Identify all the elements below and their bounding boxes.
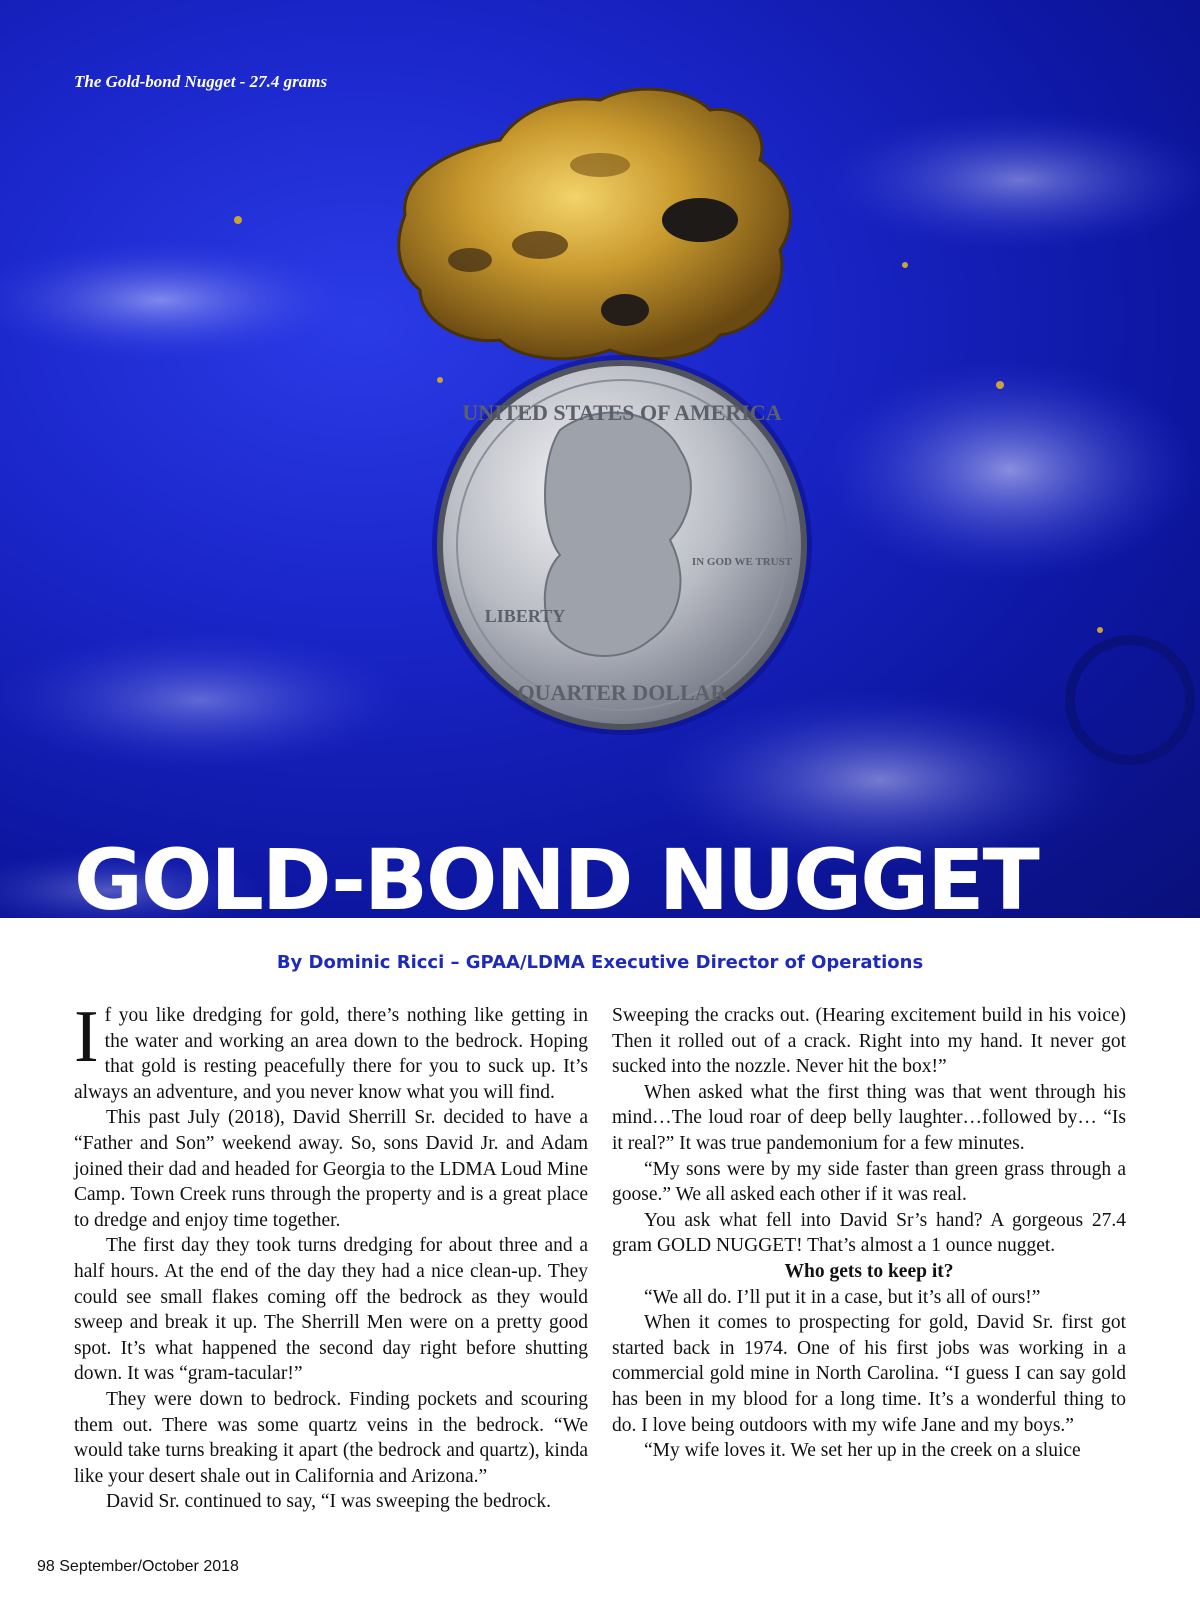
paragraph: When it comes to prospecting for gold, David Sr. first got started back in 1974. One of his first jobs was working in a commercial gold mine in North Carolina. “I guess I can say gold has been in my blood for a long time. It’s a wonderful thing to do. I love being outdoors with my wife Jane and my boys.” <box>612 1312 1126 1436</box>
paragraph: “My wife loves it. We set her up in the creek on a sluice <box>644 1440 1081 1462</box>
paragraph: This past July (2018), David Sherrill Sr. decided to have a “Father and Son” weekend away. So, sons David Jr. and Adam joined their dad and headed for Georgia to the LDMA Loud Mine Camp. Town Creek runs through the property and is a great place to dredge and enjoy time together. <box>74 1107 588 1231</box>
coin-bottom-text: QUARTER DOLLAR <box>517 680 727 705</box>
photo-caption: The Gold-bond Nugget - 27.4 grams <box>74 72 328 91</box>
coin-liberty-text: LIBERTY <box>484 606 566 626</box>
quarter-coin <box>432 355 812 735</box>
right-column <box>612 1003 1126 1464</box>
paragraph: David Sr. continued to say, “I was sweeping the bedrock. <box>106 1491 551 1513</box>
coin-trust-text: IN GOD WE TRUST <box>691 556 793 568</box>
gold-nugget <box>399 89 791 359</box>
paragraph: “We all do. I’ll put it in a case, but it’s all of ours!” <box>644 1286 1041 1308</box>
paragraph: The first day they took turns dredging for about three and a half hours. At the end of the day they had a nice clean-up. They could see small flakes coming off the bedrock as they would sweep and break it up. The Sherrill Men were on a pretty good spot. It’s what happened the second day right before shutting down. It was “gram-tacular!” <box>74 1235 588 1385</box>
drop-cap: I <box>74 996 99 1078</box>
page-footer: 98 September/October 2018 <box>37 1558 239 1575</box>
article-byline: By Dominic Ricci – GPAA/LDMA Executive Director of Operations <box>276 952 924 973</box>
paragraph: Sweeping the cracks out. (Hearing excitement build in his voice) Then it rolled out of a crack. Right into my hand. It never got sucked into the nozzle. Never hit the box!” <box>612 1005 1126 1078</box>
paragraph: If you like dredging for gold, there’s nothing like getting in the water and working an area down to the bedrock. Hoping that gold is resting peacefully there for you to suck up. It’s always an adventure, and you never know what you will find. <box>74 996 588 1103</box>
paragraph: They were down to bedrock. Finding pockets and scouring them out. There was some quartz veins in the bedrock. “We would take turns breaking it apart (the bedrock and quartz), kinda like your desert shale out in California and Arizona.” <box>74 1388 588 1487</box>
coin-top-text: UNITED STATES OF AMERICA <box>462 400 782 425</box>
paragraph: When asked what the first thing was that went through his mind…The loud roar of deep belly laughter…followed by… “Is it real?” It was true pandemonium for a few minutes. <box>612 1081 1126 1154</box>
paragraph: “My sons were by my side faster than green grass through a goose.” We all asked each other if it was real. <box>612 1158 1126 1206</box>
paragraph: You ask what fell into David Sr’s hand? A gorgeous 27.4 gram GOLD NUGGET! That’s almost a 1 ounce nugget. <box>612 1209 1126 1257</box>
left-column <box>74 996 588 1515</box>
section-subhead: Who gets to keep it? <box>784 1260 954 1282</box>
article-title: GOLD-BOND NUGGET <box>74 831 1038 918</box>
